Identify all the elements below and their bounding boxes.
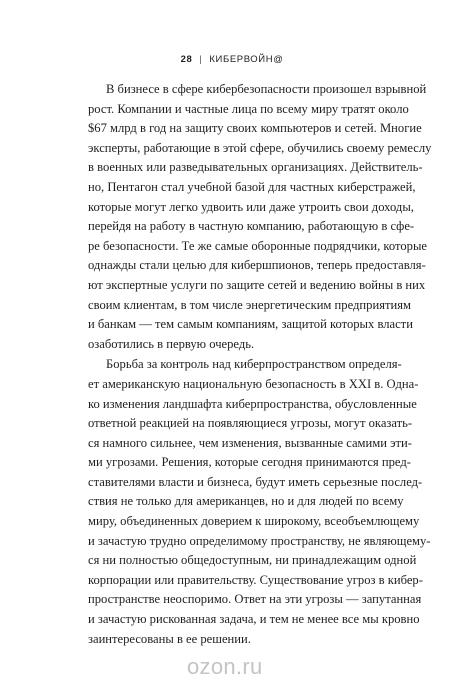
header-separator: | (199, 54, 203, 65)
text-line: ся ни полностью общедоступным, ни принадлежащим одной (88, 553, 417, 568)
text-line: $67 млрд в год на защиту своих компьютеров и сетей. Многие (88, 121, 422, 136)
text-line: ет американскую национальную безопасность в XXI в. Одна- (88, 376, 419, 391)
text-line: В бизнесе в сфере кибербезопасности произошел взрывной (106, 82, 427, 96)
text-line: в военных или разведывательных организациях. Действитель- (88, 160, 423, 175)
text-line: которые могут легко удвоить или даже утроить свои доходы, (88, 199, 414, 214)
paragraph-2 (88, 355, 431, 649)
text-line: заинтересованы в ее решении. (88, 631, 251, 646)
text-line: перейдя на работу в частную компанию, работающую в сфе- (88, 219, 415, 234)
text-line: ко изменения ландшафта киберпространства, обусловленные (88, 396, 417, 411)
text-line: ют экспертные услуги по защите сетей и ведению войны в них (88, 277, 426, 292)
text-line: однажды стали целью для кибершпионов, теперь предоставля- (88, 258, 426, 273)
text-line: но, Пентагон стал учебной базой для частных киберстражей, (88, 179, 416, 194)
text-line: ответной реакцией на появляющиеся угрозы, могут оказать- (88, 416, 413, 431)
page-number: 28 (180, 54, 193, 65)
text-line: и зачастую трудно определимому пространству, не являющему- (88, 533, 431, 548)
text-line: ставителями власти и бизнеса, будут иметь серьезные послед- (88, 474, 423, 489)
text-line: рост. Компании и частные лица по всему миру тратят около (88, 101, 409, 116)
text-line: эксперты, работающие в этой сфере, обучились своему ремеслу (88, 140, 432, 155)
text-line: корпорации или правительству. Существование угроз в кибер- (88, 572, 423, 587)
text-line: своим клиентам, в том числе энергетическим предприятиям (88, 297, 411, 312)
text-line: ре безопасности. Те же самые оборонные подрядчики, которые (88, 238, 428, 253)
text-line: Борьба за контроль над киберпространством определя- (106, 357, 402, 372)
text-line: ствия не только для американцев, но и для людей по всему (88, 494, 404, 509)
running-header (0, 54, 464, 65)
text-line: пространстве неоспоримо. Ответ на эти угрозы — запутанная (88, 592, 422, 607)
book-title: КИБЕРВОЙН@ (209, 54, 284, 65)
text-line: озаботились в первую очередь. (88, 336, 255, 351)
paragraph-1 (88, 80, 432, 354)
text-line: и зачастую рискованная задача, и тем не менее все мы кровно (88, 612, 420, 627)
ozon-watermark: ozon.ru (187, 654, 263, 679)
text-line: и банкам — тем самым компаниям, защитой которых власти (88, 317, 413, 332)
text-line: миру, объединенных доверием к широкому, всеобъемлющему (88, 514, 420, 529)
text-line: ми угрозами. Решения, которые сегодня принимаются пред- (88, 455, 411, 470)
text-line: ся намного сильнее, чем изменения, вызванные самими эти- (88, 435, 412, 450)
body-text (88, 80, 432, 649)
